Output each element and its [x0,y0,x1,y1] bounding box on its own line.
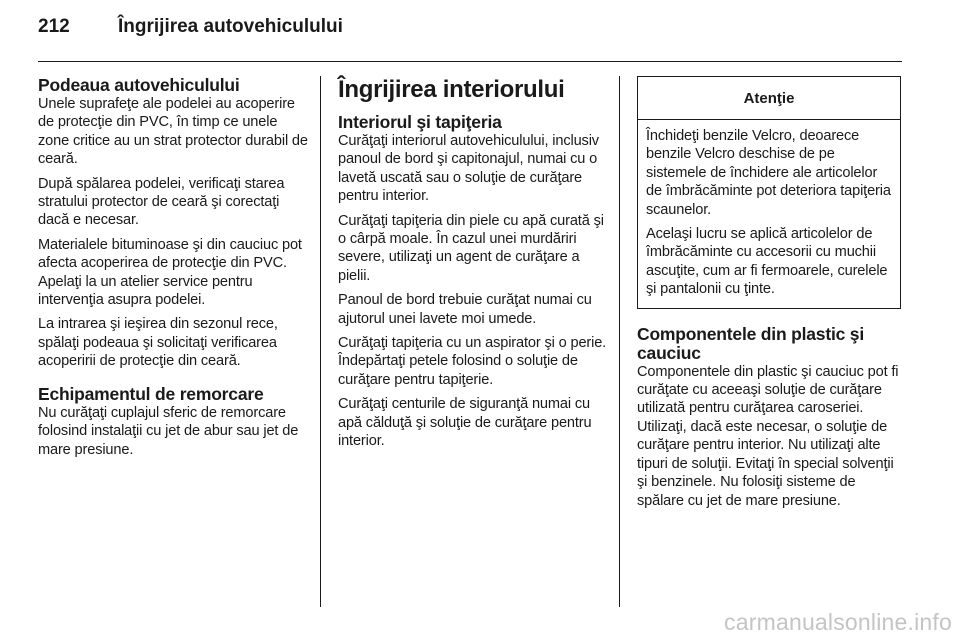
paragraph: Nu curăţaţi cuplajul sferic de remorcare folosind instalaţii cu jet de abur sau jet de mare presiune. [38,404,299,458]
chapter-title: Îngrijirea interiorului [338,76,565,103]
watermark: carmanualsonline.info [724,609,952,635]
column-middle [338,76,608,457]
column-right [637,76,903,516]
paragraph: Unele suprafeţe ale podelei au acoperire de protecţie din PVC, în timp ce unele zone critice au un strat protector durabil de ceară. [38,96,308,168]
column-divider-left [320,76,321,607]
section-title-echipamentul: Echipamentul de remorcare [38,383,264,404]
paragraph: Componentele din plastic şi cauciuc pot fi curăţate cu aceeaşi soluţie de curăţare utilizată pentru curăţarea caroseriei. Utilizaţi, dacă este necesar, o soluţie de curăţare pentru interior. Nu utilizaţi alte tipuri de soluţii. Evitaţi în special solvenţii şi benzinele. Nu folosiţi sisteme de spălare cu jet de mare presiune. [637,363,899,509]
paragraph: La intrarea şi ieşirea din sezonul rece, spălaţi podeaua şi solicitaţi verificarea acoperirii de protecţie din ceară. [38,316,278,370]
column-divider-right [619,76,620,607]
paragraph: Acelaşi lucru se aplică articolelor de îmbrăcăminte cu accesorii cu muchii ascuţite, cum ar fi fermoarele, curelele şi pantalonii cu ţinte. [646,226,888,298]
running-title: Îngrijirea autovehiculului [118,16,343,37]
paragraph: Curăţaţi tapiţeria din piele cu apă curată şi o cârpă moale. În cazul unei murdăriri severe, utilizaţi un agent de curăţare a pielii. [338,212,604,284]
header-rule [38,61,902,62]
page-header [38,12,922,48]
page-number: 212 [38,16,70,37]
paragraph: Panoul de bord trebuie curăţat numai cu ajutorul unei lavete moi umede. [338,292,592,327]
attention-title: Atenţie [638,77,900,120]
attention-box [637,76,901,309]
attention-body [638,120,900,308]
column-left [38,76,308,465]
paragraph: După spălarea podelei, verificaţi starea stratului protector de ceară şi corectaţi dacă e necesar. [38,175,285,229]
paragraph: Materialele bituminoase şi din cauciuc pot afecta acoperirea de protecţie din PVC. Apelaţi la un atelier service pentru intervenţia asupra podelei. [38,236,302,309]
paragraph: Curăţaţi interiorul autovehiculului, inclusiv panoul de bord şi capitonajul, numai cu o lavetă uscată sau o soluţie de curăţare pentru interior. [338,133,599,205]
paragraph: Curăţaţi centurile de siguranţă numai cu apă călduţă şi soluţie de curăţare pentru interior. [338,396,592,450]
section-title-interiorul: Interiorul şi tapiţeria [338,112,502,132]
section-title-podeaua: Podeaua autovehiculului [38,75,240,95]
paragraph: Curăţaţi tapiţeria cu un aspirator şi o perie. Îndepărtaţi petele folosind o soluţie de curăţare pentru tapiţerie. [338,335,607,388]
section-title-componentele: Componentele din plastic şi cauciuc [637,323,864,363]
paragraph: Închideţi benzile Velcro, deoarece benzile Velcro deschise de pe sistemele de închidere ale articolelor de îmbrăcăminte pot deteriora tapiţeria scaunelor. [646,128,891,218]
